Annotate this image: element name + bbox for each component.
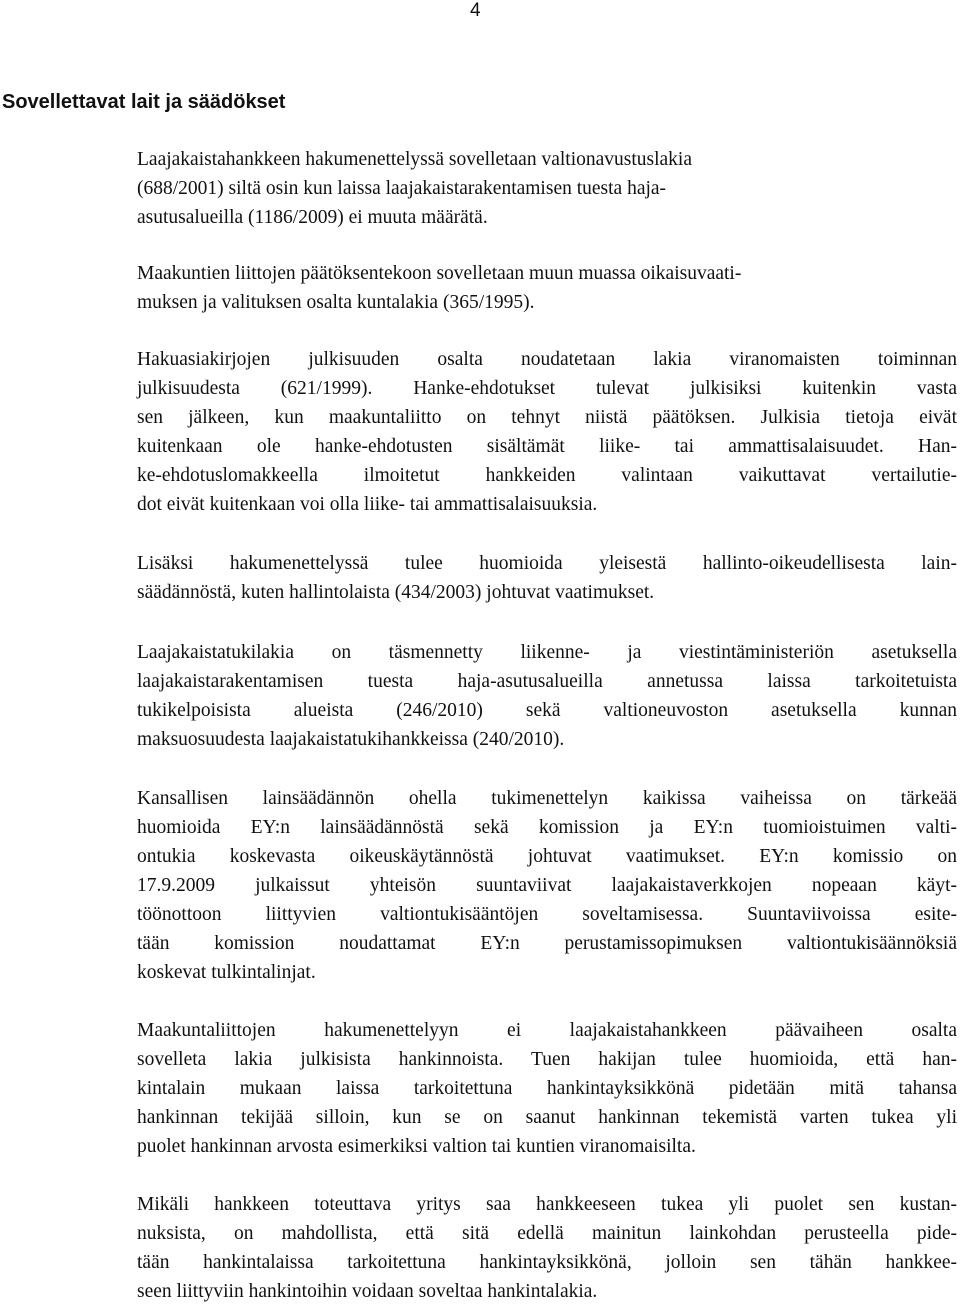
paragraph-line: seen liittyviin hankintoihin voidaan soveltaa hankintalakia. [137, 1281, 598, 1302]
paragraph-line: sen jälkeen, kun maakuntaliitto on tehnyt niistä päätöksen. Julkisia tietoja eivät [137, 407, 957, 428]
paragraph-line: tukikelpoisista alueista (246/2010) sekä valtioneuvoston asetuksella kunnan [137, 700, 957, 721]
paragraph-line: asutusalueilla (1186/2009) ei muuta määrätä. [137, 207, 488, 228]
paragraph-contracting-entity [137, 1190, 957, 1306]
paragraph-line: Hakuasiakirjojen julkisuuden osalta noudatetaan lakia viranomaisten toiminnan [137, 349, 957, 370]
paragraph-line: maksuosuudesta laajakaistatukihankkeissa (240/2010). [137, 729, 565, 750]
paragraph-line: koskevat tulkintalinjat. [137, 962, 316, 983]
paragraph-administrative-law [137, 549, 957, 607]
paragraph-line: nuksista, on mahdollista, että sitä edellä mainitun lainkohdan perusteella pide- [137, 1223, 957, 1244]
paragraph-line: Laajakaistatukilakia on täsmennetty liikenne- ja viestintäministeriön asetuksella [137, 642, 957, 663]
paragraph-line: muksen ja valituksen osalta kuntalakia (365/1995). [137, 292, 535, 313]
paragraph-line: Laajakaistahankkeen hakumenettelyssä sovelletaan valtionavustuslakia [137, 149, 693, 170]
paragraph-line: hankinnan tekijää silloin, kun se on saanut hankinnan tekemistä varten tukea yli [137, 1107, 957, 1128]
paragraph-line: ke-ehdotuslomakkeella ilmoitetut hankkeiden valintaan vaikuttavat vertailutie- [137, 465, 957, 486]
paragraph-line: puolet hankinnan arvosta esimerkiksi valtion tai kuntien viranomaisilta. [137, 1136, 696, 1157]
paragraph-line: kuitenkaan ole hanke-ehdotusten sisältämät liike- tai ammattisalaisuudet. Han- [137, 436, 957, 457]
paragraph-line: säädännöstä, kuten hallintolaista (434/2003) johtuvat vaatimukset. [137, 582, 655, 603]
page-number: 4 [470, 0, 481, 21]
paragraph-line: ontukia koskevasta oikeuskäytännöstä johtuvat vaatimukset. EY:n komissio on [137, 846, 957, 867]
paragraph-broadband-decrees [137, 638, 957, 754]
paragraph-line: (688/2001) siltä osin kun laissa laajakaistarakentamisen tuesta haja- [137, 178, 667, 199]
paragraph-line: julkisuudesta (621/1999). Hanke-ehdotukset tulevat julkisiksi kuitenkin vasta [137, 378, 957, 399]
paragraph-line: huomioida EY:n lainsäädännöstä sekä komission ja EY:n tuomioistuimen valti- [137, 817, 957, 838]
paragraph-line: kintalain mukaan laissa tarkoitettuna hankintayksikkönä pidetään mitä tahansa [137, 1078, 957, 1099]
paragraph-line: Kansallisen lainsäädännön ohella tukimenettelyn kaikissa vaiheissa on tärkeää [137, 788, 957, 809]
section-heading: Sovellettavat lait ja säädökset [2, 91, 286, 113]
paragraph-line: Mikäli hankkeen toteuttava yritys saa hankkeeseen tukea yli puolet sen kustan- [137, 1194, 957, 1215]
paragraph-line: sovelleta lakia julkisista hankinnoista. Tuen hakijan tulee huomioida, että han- [137, 1049, 957, 1070]
paragraph-applicable-law [137, 145, 957, 232]
paragraph-line: tään hankintalaissa tarkoitettuna hankintayksikkönä, jolloin sen tähän hankkee- [137, 1252, 957, 1273]
paragraph-eu-state-aid [137, 784, 957, 987]
paragraph-line: tään komission noudattamat EY:n perustamissopimuksen valtiontukisäännöksiä [137, 933, 957, 954]
paragraph-line: Maakuntaliittojen hakumenettelyyn ei laajakaistahankkeen päävaiheen osalta [137, 1020, 957, 1041]
paragraph-line: laajakaistarakentamisen tuesta haja-asutusalueilla annetussa laissa tarkoitetuista [137, 671, 957, 692]
paragraph-line: Maakuntien liittojen päätöksentekoon sovelletaan muun muassa oikaisuvaati- [137, 263, 742, 284]
paragraph-line: 17.9.2009 julkaissut yhteisön suuntaviivat laajakaistaverkkojen nopeaan käyt- [137, 875, 957, 896]
paragraph-line: töönottoon liittyvien valtiontukisääntöjen soveltamisessa. Suuntaviivoissa esite- [137, 904, 957, 925]
paragraph-line: dot eivät kuitenkaan voi olla liike- tai ammattisalaisuuksia. [137, 494, 598, 515]
paragraph-public-procurement [137, 1016, 957, 1161]
paragraph-publicity [137, 345, 957, 519]
paragraph-line: Lisäksi hakumenettelyssä tulee huomioida yleisestä hallinto-oikeudellisesta lain- [137, 553, 957, 574]
paragraph-municipal-law [137, 259, 957, 317]
